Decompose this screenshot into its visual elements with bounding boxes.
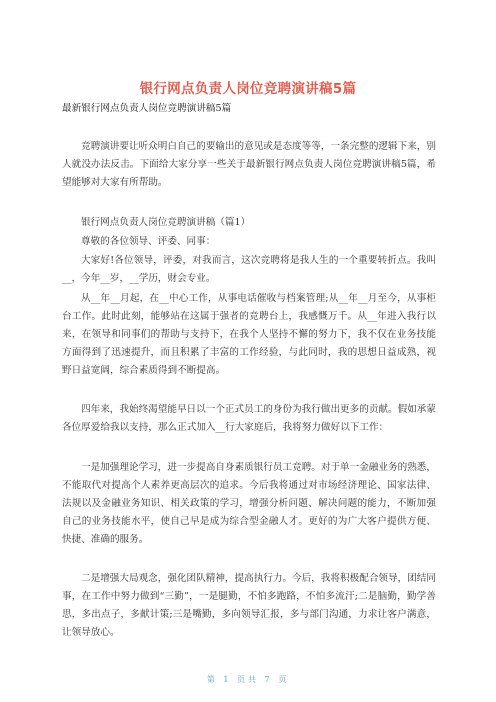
footer-middle: 页共 (237, 675, 259, 684)
intro-paragraph: 竞聘演讲要让听众明白自己的要输出的意见或是态度等等，一条完整的逻辑下来，别人就没办法反击。下面给大家分享一些关于最新银行网点负责人岗位竞聘演讲稿5篇，希望能够对大家有所帮助。 (62, 141, 436, 188)
page-footer (0, 674, 496, 685)
body-paragraph-5: 二是增强大局观念，强化团队精神，提高执行力。今后，我将积极配合领导，团结同事，在工作中努力做到“三勤”，一是腿勤，不怕多跑路，不怕多流汗;二是脑勤，勤学善思，多出点子，多献计策;三是嘴勤，多向领导汇报，多与部门沟通，力求让客户满意，让领导放心。 (62, 573, 436, 638)
body-paragraph-3: 四年来，我始终渴望能早日以一个正式员工的身份为我行做出更多的贡献。假如承蒙各位厚爱给我以支持，那么正式加入__行大家庭后，我将努力做好以下工作： (62, 404, 436, 433)
body-paragraph-4: 一是加强理论学习，进一步提高自身素质银行员工竞聘。对于单一金融业务的熟悉，不能取代对提高个人素养更高层次的追求。今后我将通过对市场经济理论、国家法律、法规以及金融业务知识、相关政策的学习，增强分析问题、解决问题的能力，不断加强自己的业务技能水平，使自己早是成为综合型金融人才。更好的为广大客户提供方便、快捷、准确的服务。 (62, 462, 436, 545)
greeting: 尊敬的各位领导、评委、同事： (81, 236, 216, 247)
footer-page-number: 1 (223, 675, 232, 684)
body-paragraph-1: 大家好!各位领导，评委，对我而言，这次竞聘将是我人生的一个重要转折点。我叫__，今年__岁，__学历，财会专业。 (62, 255, 436, 284)
document-title: 银行网点负责人岗位竞聘演讲稿5篇 (139, 81, 357, 97)
document-subtitle: 最新银行网点负责人岗位竞聘演讲稿5篇 (62, 103, 232, 114)
footer-suffix: 页 (278, 675, 290, 684)
footer-total-pages: 7 (264, 675, 273, 684)
body-paragraph-2: 从__年__月起，在__中心工作，从事电话催收与档案管理;从__年__月至今，从事柜台工作。此时此刻，能够站在这属于强者的竞聘台上，我感慨万千。从__年进入我行以来，在领导和同事们的帮助与支持下，在我个人坚持不懈的努力下，我不仅在业务技能方面得到了迅速提升，而且积累了丰富的工作经验，与此同时，我的思想日益成熟，视野日益宽阔，综合素质得到不断提高。 (62, 293, 436, 376)
section-heading: 银行网点负责人岗位竞聘演讲稿（篇1） (81, 217, 251, 228)
footer-prefix: 第 (206, 675, 218, 684)
